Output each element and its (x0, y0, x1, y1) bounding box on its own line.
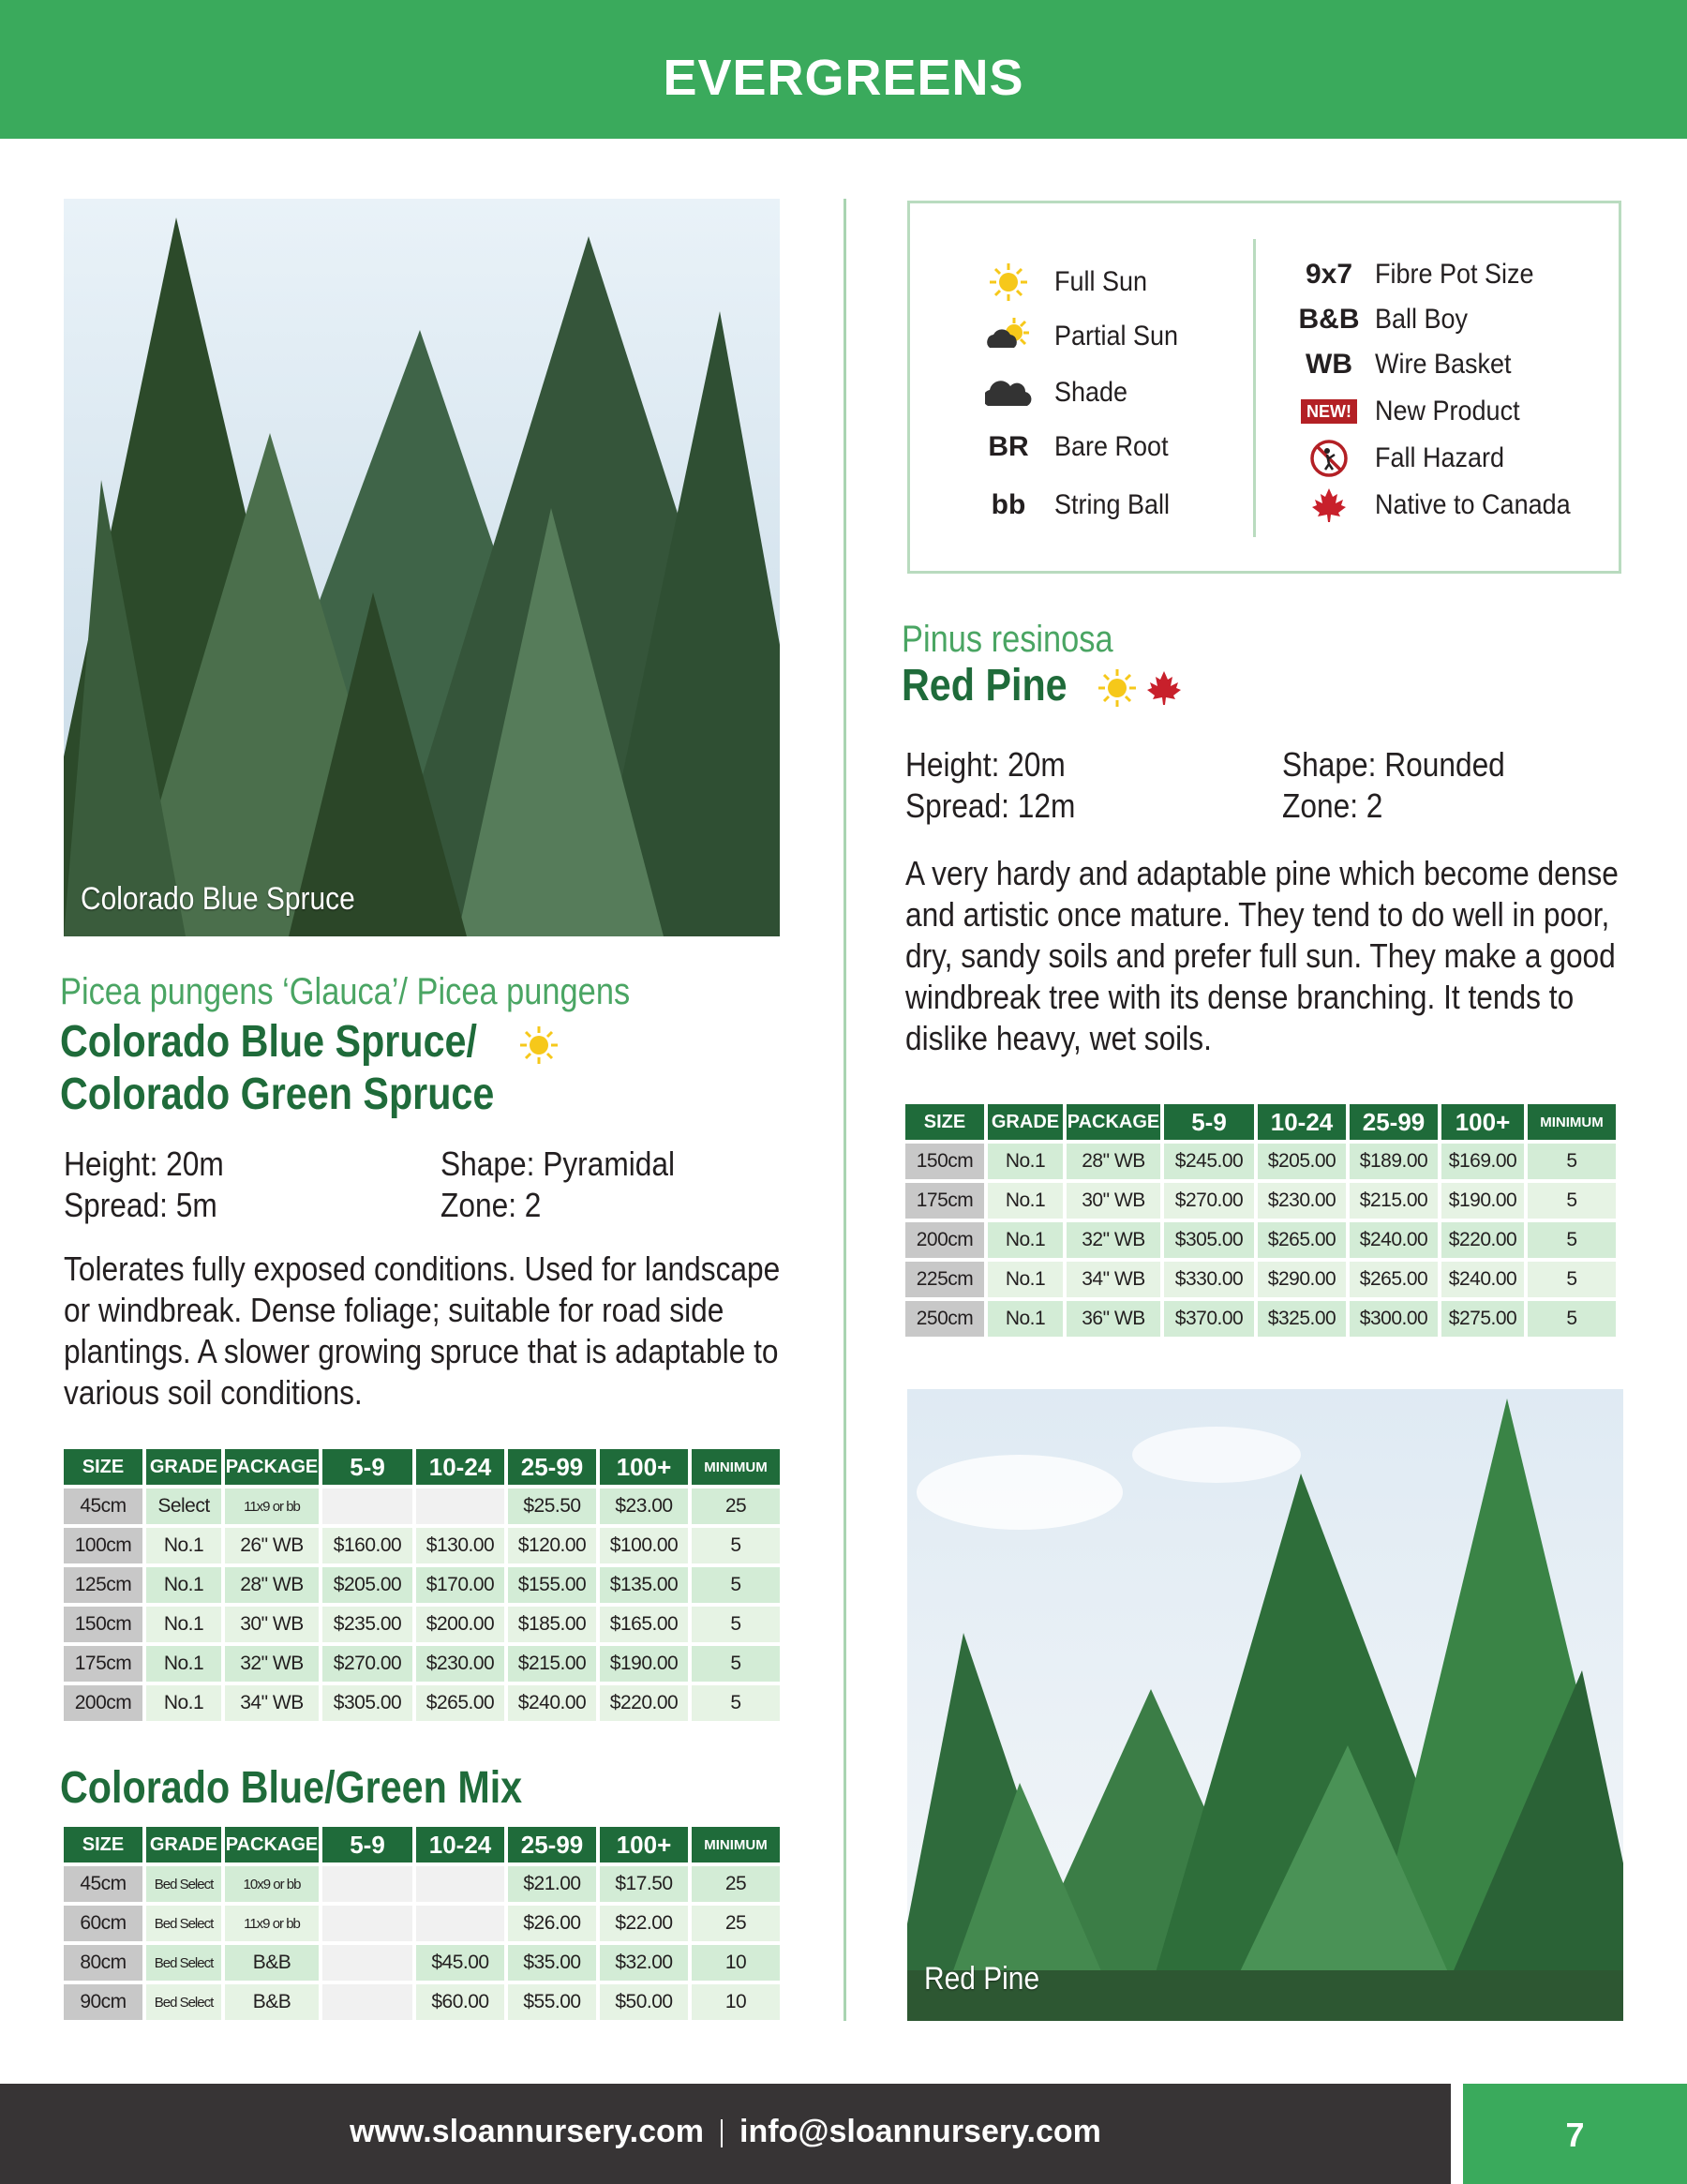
column-header: 10-24 (416, 1827, 504, 1862)
table-cell: $32.00 (600, 1945, 688, 1981)
legend-label: Fibre Pot Size (1375, 259, 1534, 290)
legend-label: New Product (1375, 396, 1520, 426)
column-header: SIZE (64, 1449, 142, 1485)
table-cell: 80cm (64, 1945, 142, 1981)
spruce-description (64, 1249, 782, 1414)
description-line: windbreak tree with its dense branching. It tends to (905, 978, 1575, 1016)
table-cell: $21.00 (508, 1866, 596, 1902)
table-cell: 250cm (905, 1301, 984, 1337)
table-cell: 5 (692, 1528, 780, 1563)
cloud-icon (983, 376, 1034, 410)
table-cell: No.1 (988, 1183, 1063, 1219)
table-cell: 32" WB (1067, 1222, 1160, 1258)
spruce-zone: Zone: 2 (440, 1186, 542, 1224)
table-cell: $235.00 (322, 1607, 412, 1642)
table-cell: $290.00 (1258, 1262, 1346, 1297)
ball-boy-abbr: B&B (1298, 304, 1360, 335)
string-ball-abbr: bb (991, 489, 1026, 520)
table-cell: 11x9 or bb (225, 1906, 319, 1941)
column-header: 10-24 (416, 1449, 504, 1485)
table-cell: $25.50 (508, 1488, 596, 1524)
pine-spread: Spread: 12m (905, 786, 1076, 825)
table-cell (322, 1945, 412, 1981)
spruce-photo (64, 199, 780, 936)
table-cell: $185.00 (508, 1607, 596, 1642)
column-header: 25-99 (508, 1827, 596, 1862)
table-cell: $189.00 (1350, 1144, 1438, 1179)
table-cell: $169.00 (1441, 1144, 1524, 1179)
table-cell: 34" WB (225, 1685, 319, 1721)
table-cell: $275.00 (1441, 1301, 1524, 1337)
legend-item (983, 372, 1136, 413)
table-cell: $50.00 (600, 1984, 688, 2020)
table-cell: No.1 (988, 1222, 1063, 1258)
table-cell: $45.00 (416, 1945, 504, 1981)
table-row (905, 1183, 1616, 1219)
description-line: A very hardy and adaptable pine which become dense (905, 854, 1619, 892)
column-header: SIZE (64, 1827, 142, 1862)
table-cell: $240.00 (508, 1685, 596, 1721)
table-row (64, 1984, 780, 2020)
column-header: PACKAGE (225, 1449, 319, 1485)
table-cell: No.1 (146, 1528, 221, 1563)
table-row (64, 1906, 780, 1941)
sun-icon (518, 1025, 560, 1066)
spruce-height: Height: 20m (64, 1144, 224, 1183)
pine-shape: Shape: Rounded (1282, 745, 1505, 784)
table-cell: $230.00 (416, 1646, 504, 1682)
table-cell: $300.00 (1350, 1301, 1438, 1337)
table-cell: Bed Select (146, 1984, 221, 2020)
table-cell: $245.00 (1164, 1144, 1254, 1179)
sun-icon (1097, 667, 1138, 709)
spruce-common-name-line2: Colorado Green Spruce (60, 1070, 495, 1119)
table-cell (322, 1906, 412, 1941)
table-row (905, 1262, 1616, 1297)
table-cell: Select (146, 1488, 221, 1524)
table-cell (416, 1488, 504, 1524)
table-cell: $160.00 (322, 1528, 412, 1563)
table-cell: 28" WB (225, 1567, 319, 1603)
pine-common-name: Red Pine (902, 661, 1067, 711)
table-cell: $265.00 (1350, 1262, 1438, 1297)
table-cell: $17.50 (600, 1866, 688, 1902)
table-cell: $100.00 (600, 1528, 688, 1563)
footer-contact (0, 2114, 1451, 2150)
table-cell: $215.00 (1350, 1183, 1438, 1219)
legend-label: Fall Hazard (1375, 442, 1505, 473)
column-header: GRADE (146, 1827, 221, 1862)
pine-price-table (902, 1100, 1620, 1340)
table-cell: $26.00 (508, 1906, 596, 1941)
table-row (64, 1567, 780, 1603)
page-header (0, 0, 1687, 139)
spruce-latin-name: Picea pungens ‘Glauca’/ Picea pungens (60, 971, 631, 1012)
page-number: 7 (1565, 2116, 1585, 2154)
pine-height: Height: 20m (905, 745, 1066, 784)
table-row (905, 1222, 1616, 1258)
table-cell: 175cm (64, 1646, 142, 1682)
table-cell: 10 (692, 1945, 780, 1981)
column-header: 100+ (600, 1827, 688, 1862)
legend-item (983, 426, 1181, 468)
table-cell: 45cm (64, 1488, 142, 1524)
table-cell: 32" WB (225, 1646, 319, 1682)
table-cell: 125cm (64, 1567, 142, 1603)
spruce-spread: Spread: 5m (64, 1186, 217, 1224)
spruce-price-table (60, 1445, 784, 1725)
table-row (64, 1685, 780, 1721)
legend-divider (1253, 239, 1256, 537)
legend-label: Native to Canada (1375, 489, 1571, 520)
table-cell: $240.00 (1441, 1262, 1524, 1297)
column-header: 25-99 (1350, 1104, 1438, 1140)
table-cell: 11x9 or bb (225, 1488, 319, 1524)
table-cell: $305.00 (322, 1685, 412, 1721)
table-cell (322, 1488, 412, 1524)
table-cell: Bed Select (146, 1906, 221, 1941)
maple-leaf-icon (1304, 486, 1354, 524)
legend-item (983, 262, 1157, 303)
table-cell: 25 (692, 1488, 780, 1524)
footer-separator (721, 2119, 723, 2147)
maple-leaf-icon (1145, 669, 1183, 707)
photo-caption: Colorado Blue Spruce (81, 881, 355, 917)
table-cell: 10x9 or bb (225, 1866, 319, 1902)
column-header: 100+ (600, 1449, 688, 1485)
partial-sun-icon (983, 316, 1034, 357)
table-cell (322, 1866, 412, 1902)
spruce-common-name-line1: Colorado Blue Spruce/ (60, 1017, 477, 1067)
description-line: Tolerates fully exposed conditions. Used for landscape (64, 1249, 781, 1288)
table-row (64, 1866, 780, 1902)
table-row (64, 1945, 780, 1981)
table-cell: 150cm (64, 1607, 142, 1642)
pine-description (905, 853, 1623, 1059)
table-cell: No.1 (988, 1301, 1063, 1337)
column-header: GRADE (146, 1449, 221, 1485)
table-cell: $265.00 (1258, 1222, 1346, 1258)
table-cell: No.1 (146, 1685, 221, 1721)
pine-photo (907, 1389, 1623, 2021)
table-cell: 200cm (905, 1222, 984, 1258)
legend-label: Wire Basket (1375, 349, 1512, 380)
table-cell: No.1 (988, 1262, 1063, 1297)
legend-item (983, 485, 1183, 526)
mix-price-table (60, 1823, 784, 2024)
table-cell: $370.00 (1164, 1301, 1254, 1337)
table-cell: $22.00 (600, 1906, 688, 1941)
table-cell: 5 (1528, 1183, 1616, 1219)
table-cell: $135.00 (600, 1567, 688, 1603)
legend-label: Shade (1054, 377, 1128, 408)
table-cell (322, 1984, 412, 2020)
description-line: plantings. A slower growing spruce that is adaptable to (64, 1332, 779, 1370)
table-cell: $55.00 (508, 1984, 596, 2020)
table-cell: 90cm (64, 1984, 142, 2020)
table-cell: 25 (692, 1866, 780, 1902)
table-cell: 34" WB (1067, 1262, 1160, 1297)
column-header: 100+ (1441, 1104, 1524, 1140)
table-cell: $60.00 (416, 1984, 504, 2020)
column-header: 5-9 (322, 1827, 412, 1862)
table-cell: 150cm (905, 1144, 984, 1179)
table-cell: No.1 (146, 1646, 221, 1682)
table-cell: $165.00 (600, 1607, 688, 1642)
email-link[interactable]: info@sloannursery.com (739, 2114, 1101, 2149)
table-cell: $205.00 (1258, 1144, 1346, 1179)
legend-item (1304, 344, 1527, 385)
table-cell (416, 1906, 504, 1941)
table-cell: 45cm (64, 1866, 142, 1902)
table-cell: $170.00 (416, 1567, 504, 1603)
column-header: 25-99 (508, 1449, 596, 1485)
fibre-pot-abbr: 9x7 (1305, 259, 1353, 290)
table-cell: $205.00 (322, 1567, 412, 1603)
legend-label: Bare Root (1054, 431, 1169, 462)
table-cell: 30" WB (225, 1607, 319, 1642)
table-row (905, 1301, 1616, 1337)
table-cell: 60cm (64, 1906, 142, 1941)
table-cell: 25 (692, 1906, 780, 1941)
column-header: PACKAGE (225, 1827, 319, 1862)
table-cell: $23.00 (600, 1488, 688, 1524)
spruce-shape: Shape: Pyramidal (440, 1144, 676, 1183)
table-header-row (64, 1449, 780, 1485)
table-cell: No.1 (988, 1144, 1063, 1179)
table-cell: 100cm (64, 1528, 142, 1563)
column-header: GRADE (988, 1104, 1063, 1140)
table-cell: $270.00 (322, 1646, 412, 1682)
table-cell: No.1 (146, 1567, 221, 1603)
table-cell: $130.00 (416, 1528, 504, 1563)
table-cell: 200cm (64, 1685, 142, 1721)
column-header: MINIMUM (692, 1449, 780, 1485)
column-divider (844, 199, 846, 2021)
wire-basket-abbr: WB (1306, 349, 1352, 380)
table-cell: $305.00 (1164, 1222, 1254, 1258)
table-cell: B&B (225, 1945, 319, 1981)
table-header-row (905, 1104, 1616, 1140)
table-cell: $200.00 (416, 1607, 504, 1642)
table-cell: 225cm (905, 1262, 984, 1297)
table-cell: 26" WB (225, 1528, 319, 1563)
table-cell: $190.00 (600, 1646, 688, 1682)
table-cell: $35.00 (508, 1945, 596, 1981)
legend-label: Full Sun (1054, 266, 1148, 297)
table-cell: 30" WB (1067, 1183, 1160, 1219)
column-header: 5-9 (322, 1449, 412, 1485)
table-cell: $155.00 (508, 1567, 596, 1603)
fall-hazard-icon (1304, 438, 1354, 479)
page-number-box (1463, 2084, 1687, 2184)
description-line: various soil conditions. (64, 1373, 363, 1412)
table-cell: $230.00 (1258, 1183, 1346, 1219)
table-row (64, 1488, 780, 1524)
description-line: dry, sandy soils and prefer full sun. They make a good (905, 936, 1616, 975)
table-row (64, 1607, 780, 1642)
table-cell: $270.00 (1164, 1183, 1254, 1219)
column-header: MINIMUM (692, 1827, 780, 1862)
table-cell: $240.00 (1350, 1222, 1438, 1258)
table-cell: 5 (692, 1607, 780, 1642)
legend (907, 201, 1621, 574)
table-cell: $330.00 (1164, 1262, 1254, 1297)
footer (0, 2084, 1451, 2184)
table-cell: 28" WB (1067, 1144, 1160, 1179)
table-cell: 10 (692, 1984, 780, 2020)
table-cell: 5 (692, 1685, 780, 1721)
table-cell: $265.00 (416, 1685, 504, 1721)
description-line: dislike heavy, wet soils. (905, 1019, 1212, 1057)
website-link[interactable]: www.sloannursery.com (350, 2114, 705, 2149)
new-badge-label: NEW! (1301, 399, 1357, 424)
mix-title: Colorado Blue/Green Mix (60, 1763, 523, 1813)
legend-item (1304, 485, 1592, 526)
sun-icon (983, 262, 1034, 303)
table-cell: Bed Select (146, 1866, 221, 1902)
legend-label: Partial Sun (1054, 321, 1179, 352)
new-product-badge (1304, 399, 1354, 424)
table-row (905, 1144, 1616, 1179)
table-cell: 5 (1528, 1222, 1616, 1258)
table-cell: $220.00 (1441, 1222, 1524, 1258)
photo-caption: Red Pine (924, 1961, 1040, 1997)
legend-item (983, 316, 1192, 357)
table-row (64, 1646, 780, 1682)
table-cell: $190.00 (1441, 1183, 1524, 1219)
table-row (64, 1528, 780, 1563)
column-header: SIZE (905, 1104, 984, 1140)
pine-zone: Zone: 2 (1282, 786, 1383, 825)
legend-item (1304, 391, 1536, 432)
column-header: PACKAGE (1067, 1104, 1160, 1140)
table-cell: $120.00 (508, 1528, 596, 1563)
table-cell: 5 (1528, 1262, 1616, 1297)
table-cell (416, 1866, 504, 1902)
legend-label: Ball Boy (1375, 304, 1469, 335)
bare-root-abbr: BR (988, 431, 1029, 462)
table-cell: No.1 (146, 1607, 221, 1642)
page-title: EVERGREENS (663, 50, 1024, 106)
table-cell: 36" WB (1067, 1301, 1160, 1337)
table-cell: 5 (1528, 1144, 1616, 1179)
column-header: 10-24 (1258, 1104, 1346, 1140)
table-cell: 5 (692, 1646, 780, 1682)
table-cell: B&B (225, 1984, 319, 2020)
table-cell: Bed Select (146, 1945, 221, 1981)
column-header: MINIMUM (1528, 1104, 1616, 1140)
legend-label: String Ball (1054, 489, 1171, 520)
table-cell: $325.00 (1258, 1301, 1346, 1337)
description-line: or windbreak. Dense foliage; suitable for road side (64, 1291, 724, 1329)
table-header-row (64, 1827, 780, 1862)
table-cell: 5 (692, 1567, 780, 1603)
table-cell: 5 (1528, 1301, 1616, 1337)
legend-item (1304, 254, 1551, 295)
column-header: 5-9 (1164, 1104, 1254, 1140)
legend-item (1304, 438, 1518, 479)
description-line: and artistic once mature. They tend to do well in poor, (905, 895, 1610, 934)
table-cell: $215.00 (508, 1646, 596, 1682)
legend-item (1298, 299, 1478, 340)
pine-latin-name: Pinus resinosa (902, 619, 1113, 660)
table-cell: $220.00 (600, 1685, 688, 1721)
table-cell: 175cm (905, 1183, 984, 1219)
